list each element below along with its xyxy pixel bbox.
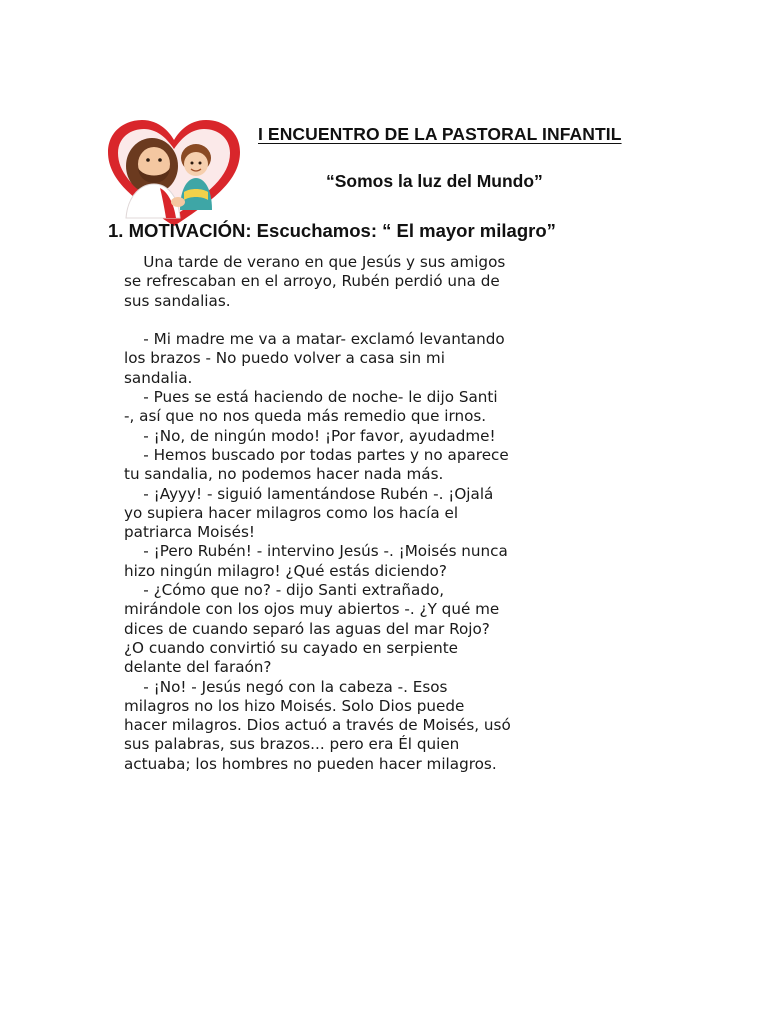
story-line: ¿O cuando convirtió su cayado en serpiente [124,638,459,657]
story-line: - ¡No, de ningún modo! ¡Por favor, ayudadme! [124,426,496,445]
story-line: - ¿Cómo que no? - dijo Santi extrañado, [124,581,445,600]
story-line: yo supiera hacer milagros como los hacía el [124,503,459,522]
story-line: sus palabras, sus brazos... pero era Él quien [124,735,460,754]
story-line: - ¡No! - Jesús negó con la cabeza -. Esos [124,677,448,696]
story-line: patriarca Moisés! [124,523,255,542]
story-line: los brazos - No puedo volver a casa sin mi [124,349,445,368]
story-line: -, así que no nos queda más remedio que irnos. [124,407,487,426]
story-line: hacer milagros. Dios actuó a través de Moisés, usó [124,716,511,735]
page-subtitle: “Somos la luz del Mundo” [326,171,543,191]
jesus-child-heart-logo [104,118,244,230]
story-line: actuaba; los hombres no pueden hacer milagros. [124,754,497,773]
story-line: se refrescaban en el arroyo, Rubén perdió una de [124,272,500,291]
section-heading: 1. MOTIVACIÓN: Escuchamos: “ El mayor milagro” [108,220,556,241]
story-line: - ¡Pero Rubén! - intervino Jesús -. ¡Moisés nunca [124,542,508,561]
story-line: milagros no los hizo Moisés. Solo Dios puede [124,696,465,715]
page-title: I ENCUENTRO DE LA PASTORAL INFANTIL [258,124,622,144]
story-line: dices de cuando separó las aguas del mar Rojo? [124,619,490,638]
story-line: tu sandalia, no podemos hacer nada más. [124,465,444,484]
story-line: - Mi madre me va a matar- exclamó levantando [124,330,505,349]
story-line: Una tarde de verano en que Jesús y sus amigos [124,253,506,271]
story-line: hizo ningún milagro! ¿Qué estás diciendo? [124,561,447,580]
story-line: sandalia. [124,368,193,387]
story-line: - ¡Ayyy! - siguió lamentándose Rubén -. ¡Ojalá [124,484,494,503]
story-line: - Pues se está haciendo de noche- le dijo Santi [124,388,498,407]
story-line: - Hemos buscado por todas partes y no aparece [124,445,509,464]
story-text [124,253,594,774]
story-line: sus sandalias. [124,291,231,310]
blank-line [124,311,594,330]
story-line: mirándole con los ojos muy abiertos -. ¿Y qué me [124,600,500,619]
story-line: delante del faraón? [124,658,272,677]
